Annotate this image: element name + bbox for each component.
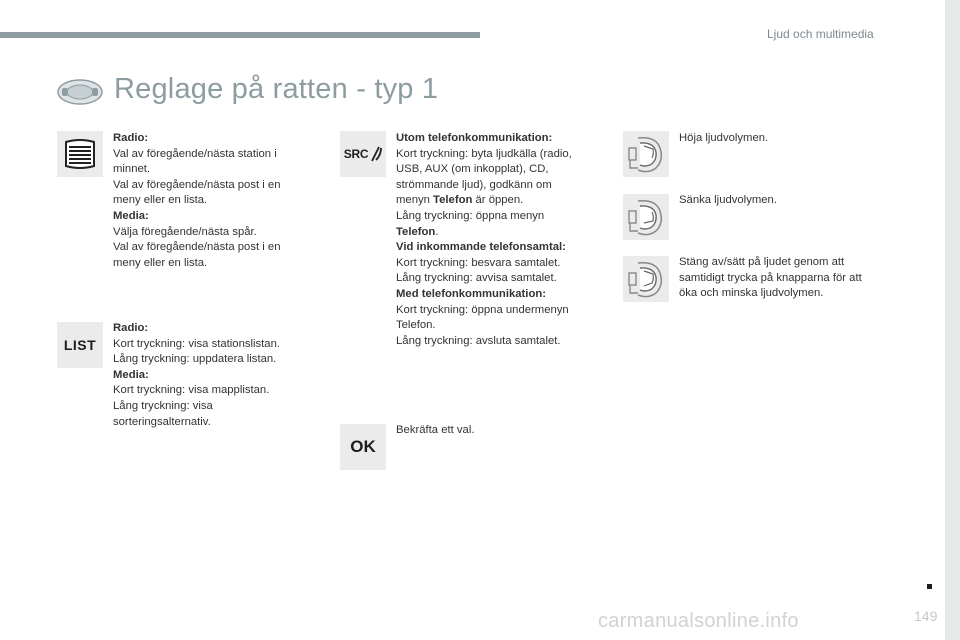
thumbwheel-description: Radio: Val av föregående/nästa station i minnet. Val av föregående/nästa post i en meny eller en lista. Media: Välja föregående/nästa spår. Val av föregående/nästa post i en meny eller en lista. [113,132,281,269]
mute-control [623,256,669,302]
src-phone-button [340,131,386,177]
section-label: Ljud och multimedia [767,27,874,41]
mute-buttons-icon [626,259,666,299]
page-number: 149 [914,608,938,624]
page-title: Reglage på ratten - typ 1 [114,73,439,105]
src-button-label: SRC [343,147,369,161]
phone-slash-icon [370,146,382,162]
thumbwheel-icon [63,139,97,169]
volume-down-button-icon [626,197,666,237]
list-description: Radio: Kort tryckning: visa stationslistan. Lång tryckning: uppdatera listan. Media: Kort tryckning: visa mapplistan. Lång tryckning: visa sorteringsalternativ. [113,322,281,428]
volume-up-control [623,131,669,177]
src-description: Utom telefonkommunikation: Kort tryckning: byta ljudkälla (radio, USB, AUX (om inkopplat), CD, strömmande ljud), godkänn om menyn Telefon är öppen. Lång tryckning: öppna menyn Telefon. Vid inkommande telefonsamtal: Kort tryckning: besvara samtalet. Lång tryckning: avvisa samtalet. Med telefonkommunikation: Kort tryckning: öppna undermenyn Telefon. Lång tryckning: avsluta samtalet. [396,132,572,347]
volume-up-button-icon [626,134,666,174]
page-marker [927,584,932,589]
header-bar [0,32,480,38]
page-edge-strip [945,0,960,640]
ok-button [340,424,386,470]
volume-down-description: Sänka ljudvolymen. [679,194,777,206]
steering-controls-icon [56,77,104,107]
list-button-label: LIST [63,337,97,353]
watermark: carmanualsonline.info [598,610,799,632]
thumbwheel-control [57,131,103,177]
volume-up-description: Höja ljudvolymen. [679,132,769,144]
ok-description: Bekräfta ett val. [396,424,475,436]
mute-description: Stäng av/sätt på ljudet genom att samtidigt trycka på knapparna för att öka och minska ljudvolymen. [679,256,862,300]
list-button [57,322,103,368]
ok-button-label: OK [350,437,376,456]
volume-down-control [623,194,669,240]
